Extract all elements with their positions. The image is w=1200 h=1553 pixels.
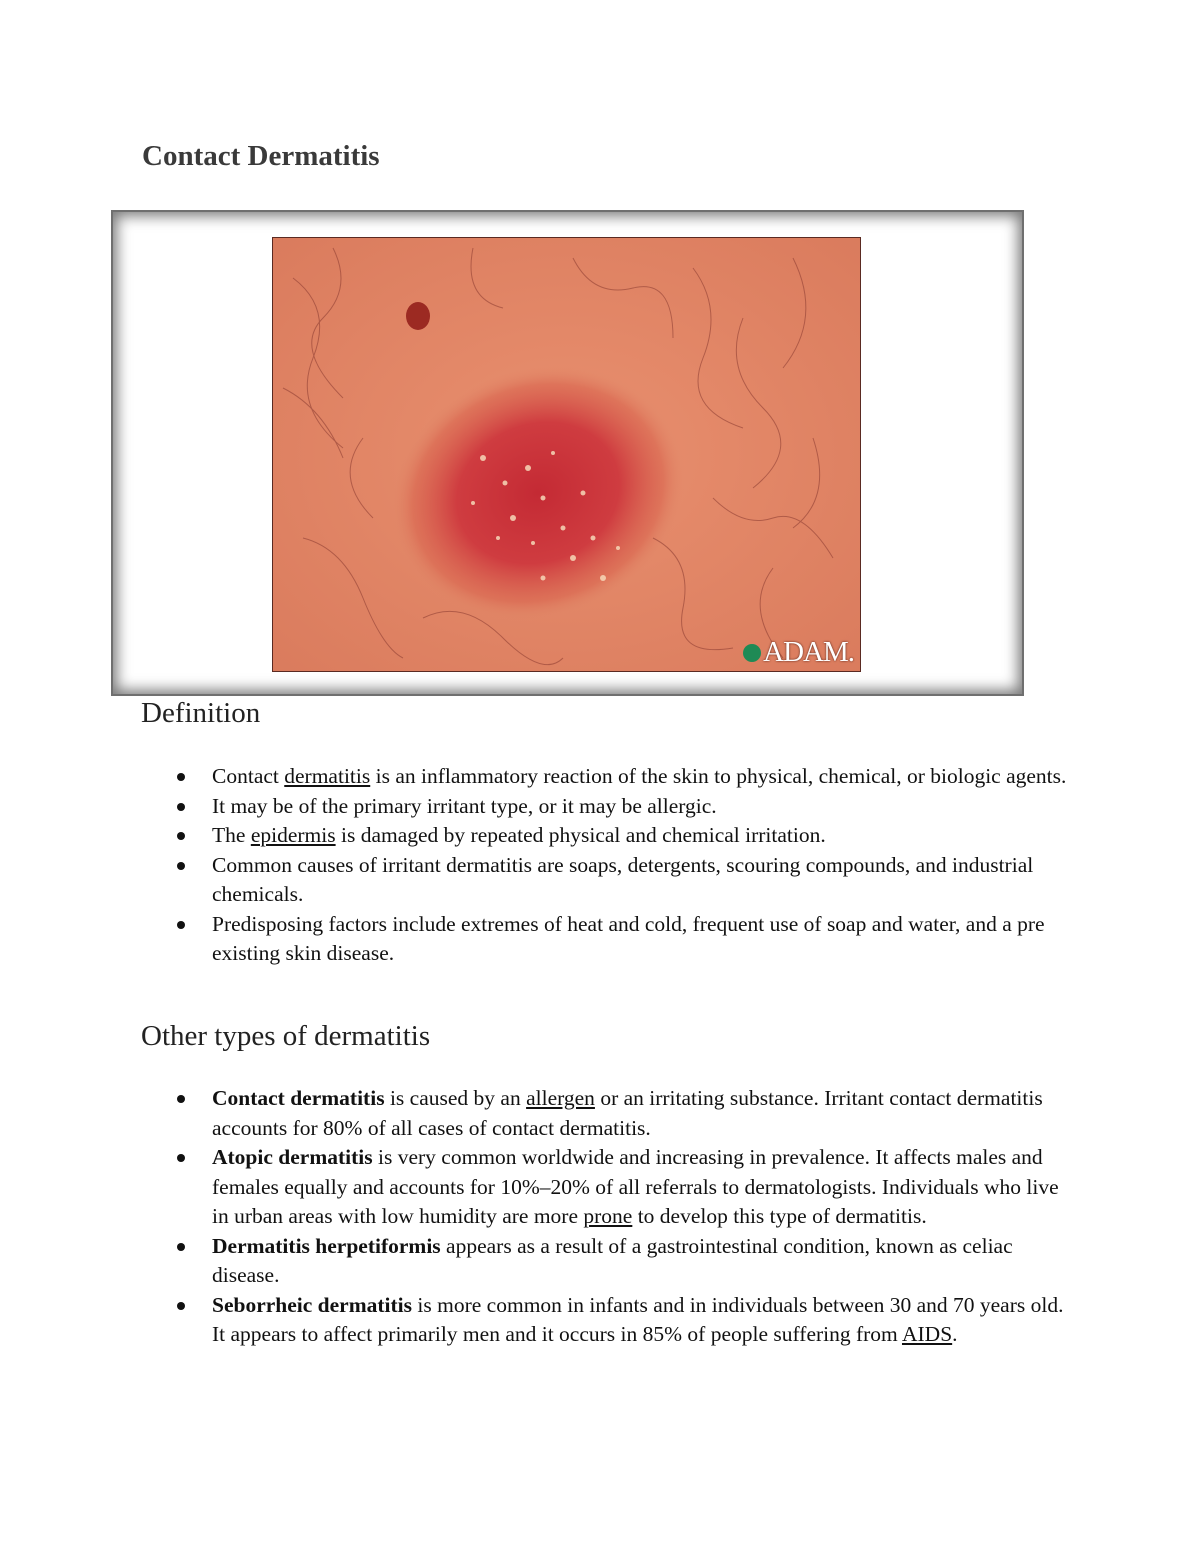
item-text: The	[212, 823, 251, 847]
list-item	[212, 821, 1072, 851]
item-text: is very common worldwide and increasing in prevalence. It affects males and females equally and accounts for 10%–20% of all referrals to dermatologists. Individuals who live in urban areas with low humidity are more	[212, 1145, 1059, 1228]
item-text: is caused by an	[384, 1086, 527, 1110]
prone-link[interactable]: prone	[583, 1204, 633, 1228]
watermark-text: ADAM.	[763, 636, 854, 668]
item-text: appears as a result of a gastrointestinal condition, known as celiac disease.	[212, 1233, 1013, 1287]
epidermis-link[interactable]: epidermis	[250, 823, 336, 847]
item-text: .	[952, 1322, 958, 1346]
other-types-list	[212, 1084, 1072, 1350]
item-term: Dermatitis herpetiformis	[212, 1233, 441, 1258]
adam-watermark	[743, 636, 854, 669]
list-item	[212, 851, 1072, 910]
item-term: Contact dermatitis	[212, 1086, 385, 1110]
item-text: It may be of the primary irritant type, or it may be allergic.	[212, 793, 717, 818]
item-text: Contact	[212, 764, 285, 788]
rash-illustration	[273, 238, 860, 671]
dermatitis-link[interactable]: dermatitis	[284, 764, 371, 788]
globe-logo-icon	[743, 644, 761, 662]
page-title: Contact Dermatitis	[142, 140, 380, 172]
list-item	[212, 910, 1072, 969]
list-item	[212, 1291, 1072, 1350]
list-item	[212, 1232, 1072, 1291]
list-item	[212, 1143, 1072, 1232]
item-text: is an inflammatory reaction of the skin to physical, chemical, or biologic agents.	[370, 764, 1067, 788]
figure-frame	[111, 210, 1024, 696]
item-text: is damaged by repeated physical and chemical irritation.	[335, 823, 826, 847]
item-text: to develop this type of dermatitis.	[632, 1204, 927, 1228]
item-term: Atopic dermatitis	[212, 1145, 373, 1169]
item-text: is more common in infants and in individuals between 30 and 70 years old. It appears to affect primarily men and it occurs in 85% of people suffering from	[212, 1292, 1064, 1346]
list-item	[212, 762, 1072, 792]
item-term: Seborrheic dermatitis	[212, 1292, 413, 1317]
allergen-link[interactable]: allergen	[526, 1086, 595, 1110]
rash-photo	[272, 237, 861, 672]
item-text: or an irritating substance. Irritant contact dermatitis accounts for 80% of all cases of contact dermatitis.	[212, 1086, 1043, 1140]
aids-link[interactable]: AIDS	[901, 1322, 953, 1346]
other-types-heading: Other types of dermatitis	[141, 1020, 431, 1052]
item-text: Common causes of irritant dermatitis are soaps, detergents, scouring compounds, and industrial chemicals.	[212, 852, 1034, 906]
item-text: Predisposing factors include extremes of heat and cold, frequent use of soap and water, and a pre existing skin disease.	[212, 911, 1045, 965]
definition-heading: Definition	[141, 697, 261, 729]
list-item	[212, 792, 1072, 822]
definition-list	[212, 762, 1072, 969]
list-item	[212, 1084, 1072, 1143]
